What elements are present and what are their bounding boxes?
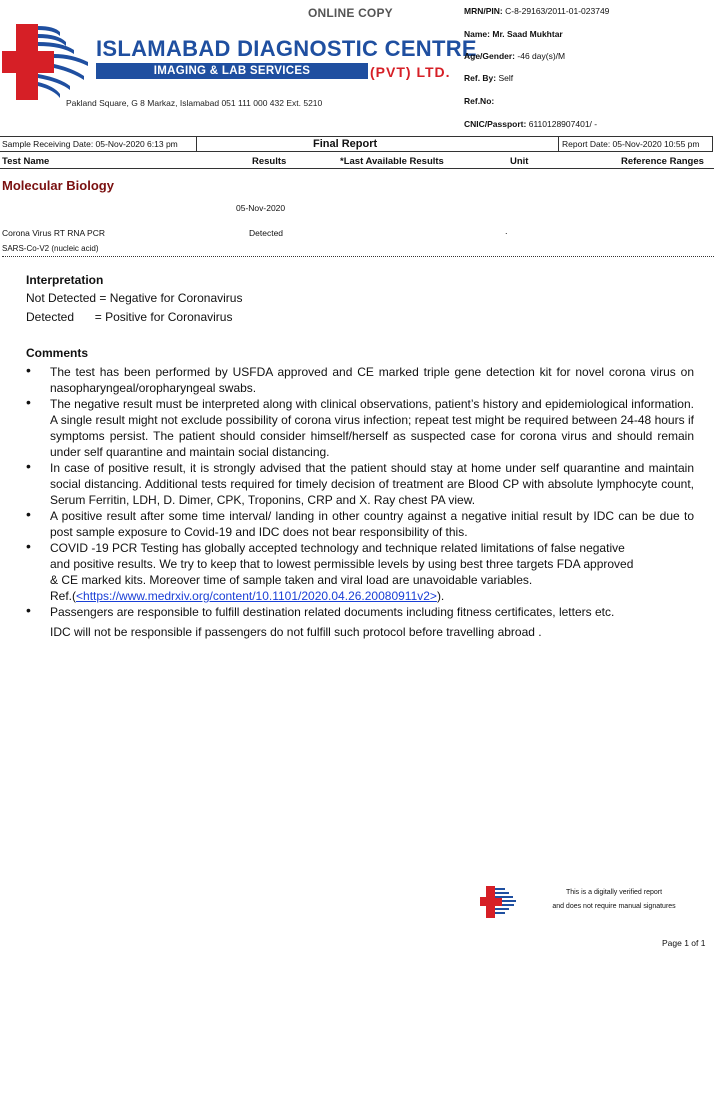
last-available-result: . xyxy=(505,226,508,236)
interpretation-sep: = xyxy=(94,310,102,324)
age-gender-label: Age/Gender: xyxy=(464,51,516,61)
age-gender-value: -46 day(s)/M xyxy=(517,51,566,61)
interpretation-sep: = xyxy=(99,291,107,305)
column-test-name: Test Name xyxy=(2,156,50,167)
bullet-icon: • xyxy=(26,394,31,410)
mrn-label: MRN/PIN: xyxy=(464,6,503,16)
covid-reference xyxy=(50,588,694,604)
comment-item: In case of positive result, it is strongly advised that the patient should stay at home under self quarantine and maintain social distancing. Additional tests required for timely decision of treatment are Blood CP with absolute lymphocyte count, Serum Ferritin, LDH, D. Dimer, CPK, Troponins, CRP and X. Ray chest PA view. xyxy=(50,461,694,507)
interpretation-row xyxy=(26,310,232,324)
covid-line: COVID -19 PCR Testing has globally accepted technology and technique related limitations of false negative xyxy=(50,541,625,555)
age-gender-row xyxy=(464,51,565,61)
comment-item-passengers xyxy=(50,604,694,640)
interpretation-meaning: Positive for Coronavirus xyxy=(105,310,233,324)
lab-name: ISLAMABAD DIAGNOSTIC CENTRE xyxy=(96,36,477,61)
comment-item: A positive result after some time interval/ landing in other country against a negative initial result by IDC can be due to post sample exposure to Covid-19 and IDC does not bear responsibility of this. xyxy=(50,509,694,539)
mrn-row xyxy=(464,6,609,16)
online-copy-label: ONLINE COPY xyxy=(308,6,393,20)
bullet-icon: • xyxy=(26,506,31,522)
page-number: Page 1 of 1 xyxy=(662,938,706,948)
ref-by-label: Ref. By: xyxy=(464,73,497,83)
ref-no-label: Ref.No: xyxy=(464,96,495,106)
comment-item: The negative result must be interpreted along with clinical observations, patient’s history and epidemiological information. A single result might not exclude possibility of corona virus infection; repeat test might be required between 24-48 hours if symptoms persist. The patient should consider himself/herself as suspected case for corona virus and should remain under self quarantine and maintain social distancing. xyxy=(50,397,694,459)
comment-item-covid xyxy=(50,540,694,604)
patient-name-label: Name: xyxy=(464,29,490,39)
cnic-row xyxy=(464,119,597,129)
report-header-divider xyxy=(558,136,559,151)
column-header-rule xyxy=(0,168,714,169)
cnic-label: CNIC/Passport: xyxy=(464,119,527,129)
test-specimen: SARS-Co-V2 (nucleic acid) xyxy=(2,244,99,253)
bullet-icon: • xyxy=(26,602,31,618)
section-title: Molecular Biology xyxy=(2,178,114,193)
bullet-icon: • xyxy=(26,362,31,378)
report-header-divider xyxy=(196,136,197,151)
comment-item: The test has been performed by USFDA approved and CE marked triple gene detection kit for novel corona virus on nasopharyngeal/oropharyngeal swabs. xyxy=(50,365,694,395)
lab-address: Pakland Square, G 8 Markaz, Islamabad 051 111 000 432 Ext. 5210 xyxy=(66,98,323,108)
patient-name-value: Mr. Saad Mukhtar xyxy=(492,29,563,39)
sample-receiving-date: Sample Receiving Date: 05-Nov-2020 6:13 pm xyxy=(2,139,178,149)
result-date: 05-Nov-2020 xyxy=(236,203,286,213)
report-title: Final Report xyxy=(313,138,378,150)
interpretation-meaning: Negative for Coronavirus xyxy=(109,291,243,305)
column-last-results: *Last Available Results xyxy=(340,156,444,167)
passengers-line: IDC will not be responsible if passengers do not fulfill such protocol before travelling abroad . xyxy=(50,625,542,639)
verified-line: and does not require manual signatures xyxy=(552,903,676,910)
passengers-line: Passengers are responsible to fulfill destination related documents including fitness certificates, letters etc. xyxy=(50,605,615,619)
ref-no-row xyxy=(464,96,494,106)
bullet-icon: • xyxy=(26,458,31,474)
ref-by-row xyxy=(464,73,513,83)
column-reference: Reference Ranges xyxy=(621,156,704,167)
comments-title: Comments xyxy=(26,346,89,360)
reference-link[interactable]: <https://www.medrxiv.org/content/10.1101/2020.04.26.20080911v2> xyxy=(76,589,437,603)
idc-logo-icon xyxy=(2,24,88,100)
report-date: Report Date: 05-Nov-2020 10:55 pm xyxy=(562,139,700,149)
test-name: Corona Virus RT RNA PCR xyxy=(2,228,105,238)
column-unit: Unit xyxy=(510,156,529,167)
mrn-value: C-8-29163/2011-01-023749 xyxy=(505,6,610,16)
lab-company-suffix: (PVT) LTD. xyxy=(370,64,451,80)
lab-tagline: IMAGING & LAB SERVICES xyxy=(96,63,368,79)
covid-line: and positive results. We try to keep that to lowest permissible levels by using best three targets FDA approved xyxy=(50,557,634,571)
test-result: Detected xyxy=(249,228,284,238)
ref-prefix: Ref.( xyxy=(50,589,77,603)
ref-suffix: ). xyxy=(436,589,445,603)
dotted-divider xyxy=(2,256,714,257)
interpretation-title: Interpretation xyxy=(26,273,104,287)
covid-line: & CE marked kits. Moreover time of sample taken and viral load are unavoidable variables. xyxy=(50,573,533,587)
verified-line: This is a digitally verified report xyxy=(565,889,663,896)
interpretation-row xyxy=(26,291,242,305)
interpretation-label: Not Detected xyxy=(26,291,97,305)
bullet-icon: • xyxy=(26,538,31,554)
ref-by-value: Self xyxy=(498,73,514,83)
cnic-value: 6110128907401/ - xyxy=(528,119,598,129)
digital-verification-note xyxy=(536,886,692,914)
idc-footer-logo-icon xyxy=(480,886,516,918)
interpretation-label: Detected xyxy=(26,310,75,324)
column-results: Results xyxy=(252,156,287,167)
patient-name-row xyxy=(464,29,563,39)
